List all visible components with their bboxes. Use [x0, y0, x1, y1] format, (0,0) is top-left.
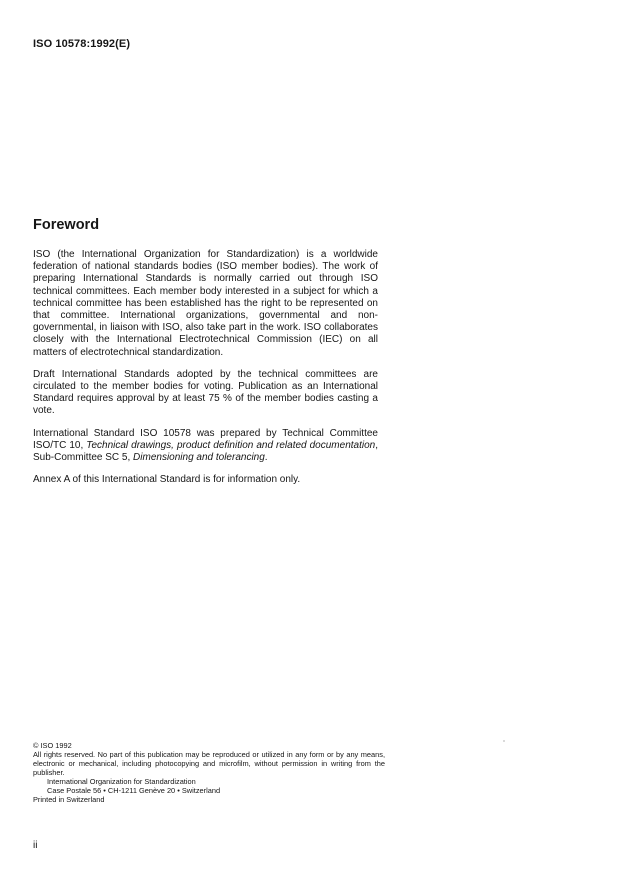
foreword-paragraph-3 [33, 428, 378, 465]
organization-address: Case Postale 56 • CH-1211 Genève 20 • Switzerland [47, 786, 221, 795]
foreword-body [33, 249, 378, 496]
foreword-paragraph-2: Draft International Standards adopted by the technical committees are circulated to the member bodies for voting. Publication as an International Standard requires approval by at least 75 % of the member bodies casting a vote. [33, 368, 378, 417]
printed-in-line: Printed in Switzerland [33, 795, 105, 804]
committee-title-italic: Technical drawings, product definition and related documentation [86, 439, 376, 451]
paragraph-3-mid-text: , Sub-Committee SC 5, [33, 439, 378, 464]
organization-name: International Organization for Standardization [47, 777, 196, 786]
page-number: ii [33, 840, 38, 851]
foreword-paragraph-1: ISO (the International Organization for Standardization) is a worldwide federation of national standards bodies (ISO member bodies). The work of preparing International Standards is normally carried out through ISO technical committees. Each member body interested in a subject for which a technical committee has been established has the right to be represented on that committee. International organizations, governmental and non-governmental, in liaison with ISO, also take part in the work. ISO collaborates closely with the International Electrotechnical Commission (IEC) on all matters of electrotechnical standardization. [33, 249, 378, 358]
foreword-paragraph-4: Annex A of this International Standard is for information only. [33, 474, 301, 486]
paragraph-3-lead-text: International Standard ISO 10578 was prepared by Technical Committee ISO/TC 10, [33, 427, 378, 451]
subcommittee-title-italic: Dimensioning and tolerancing [133, 452, 265, 464]
copyright-year-line: © ISO 1992 [33, 741, 72, 750]
paragraph-3-end-text: . [264, 452, 268, 464]
rights-reserved-notice: All rights reserved. No part of this publication may be reproduced or utilized in any form or by any means, electronic or mechanical, including photocopying and microfilm, without permission in writing from the publisher. [33, 750, 385, 777]
document-id-header: ISO 10578:1992(E) [33, 38, 131, 50]
scan-speck [503, 740, 505, 742]
section-title: Foreword [33, 217, 100, 233]
copyright-block [33, 741, 385, 804]
